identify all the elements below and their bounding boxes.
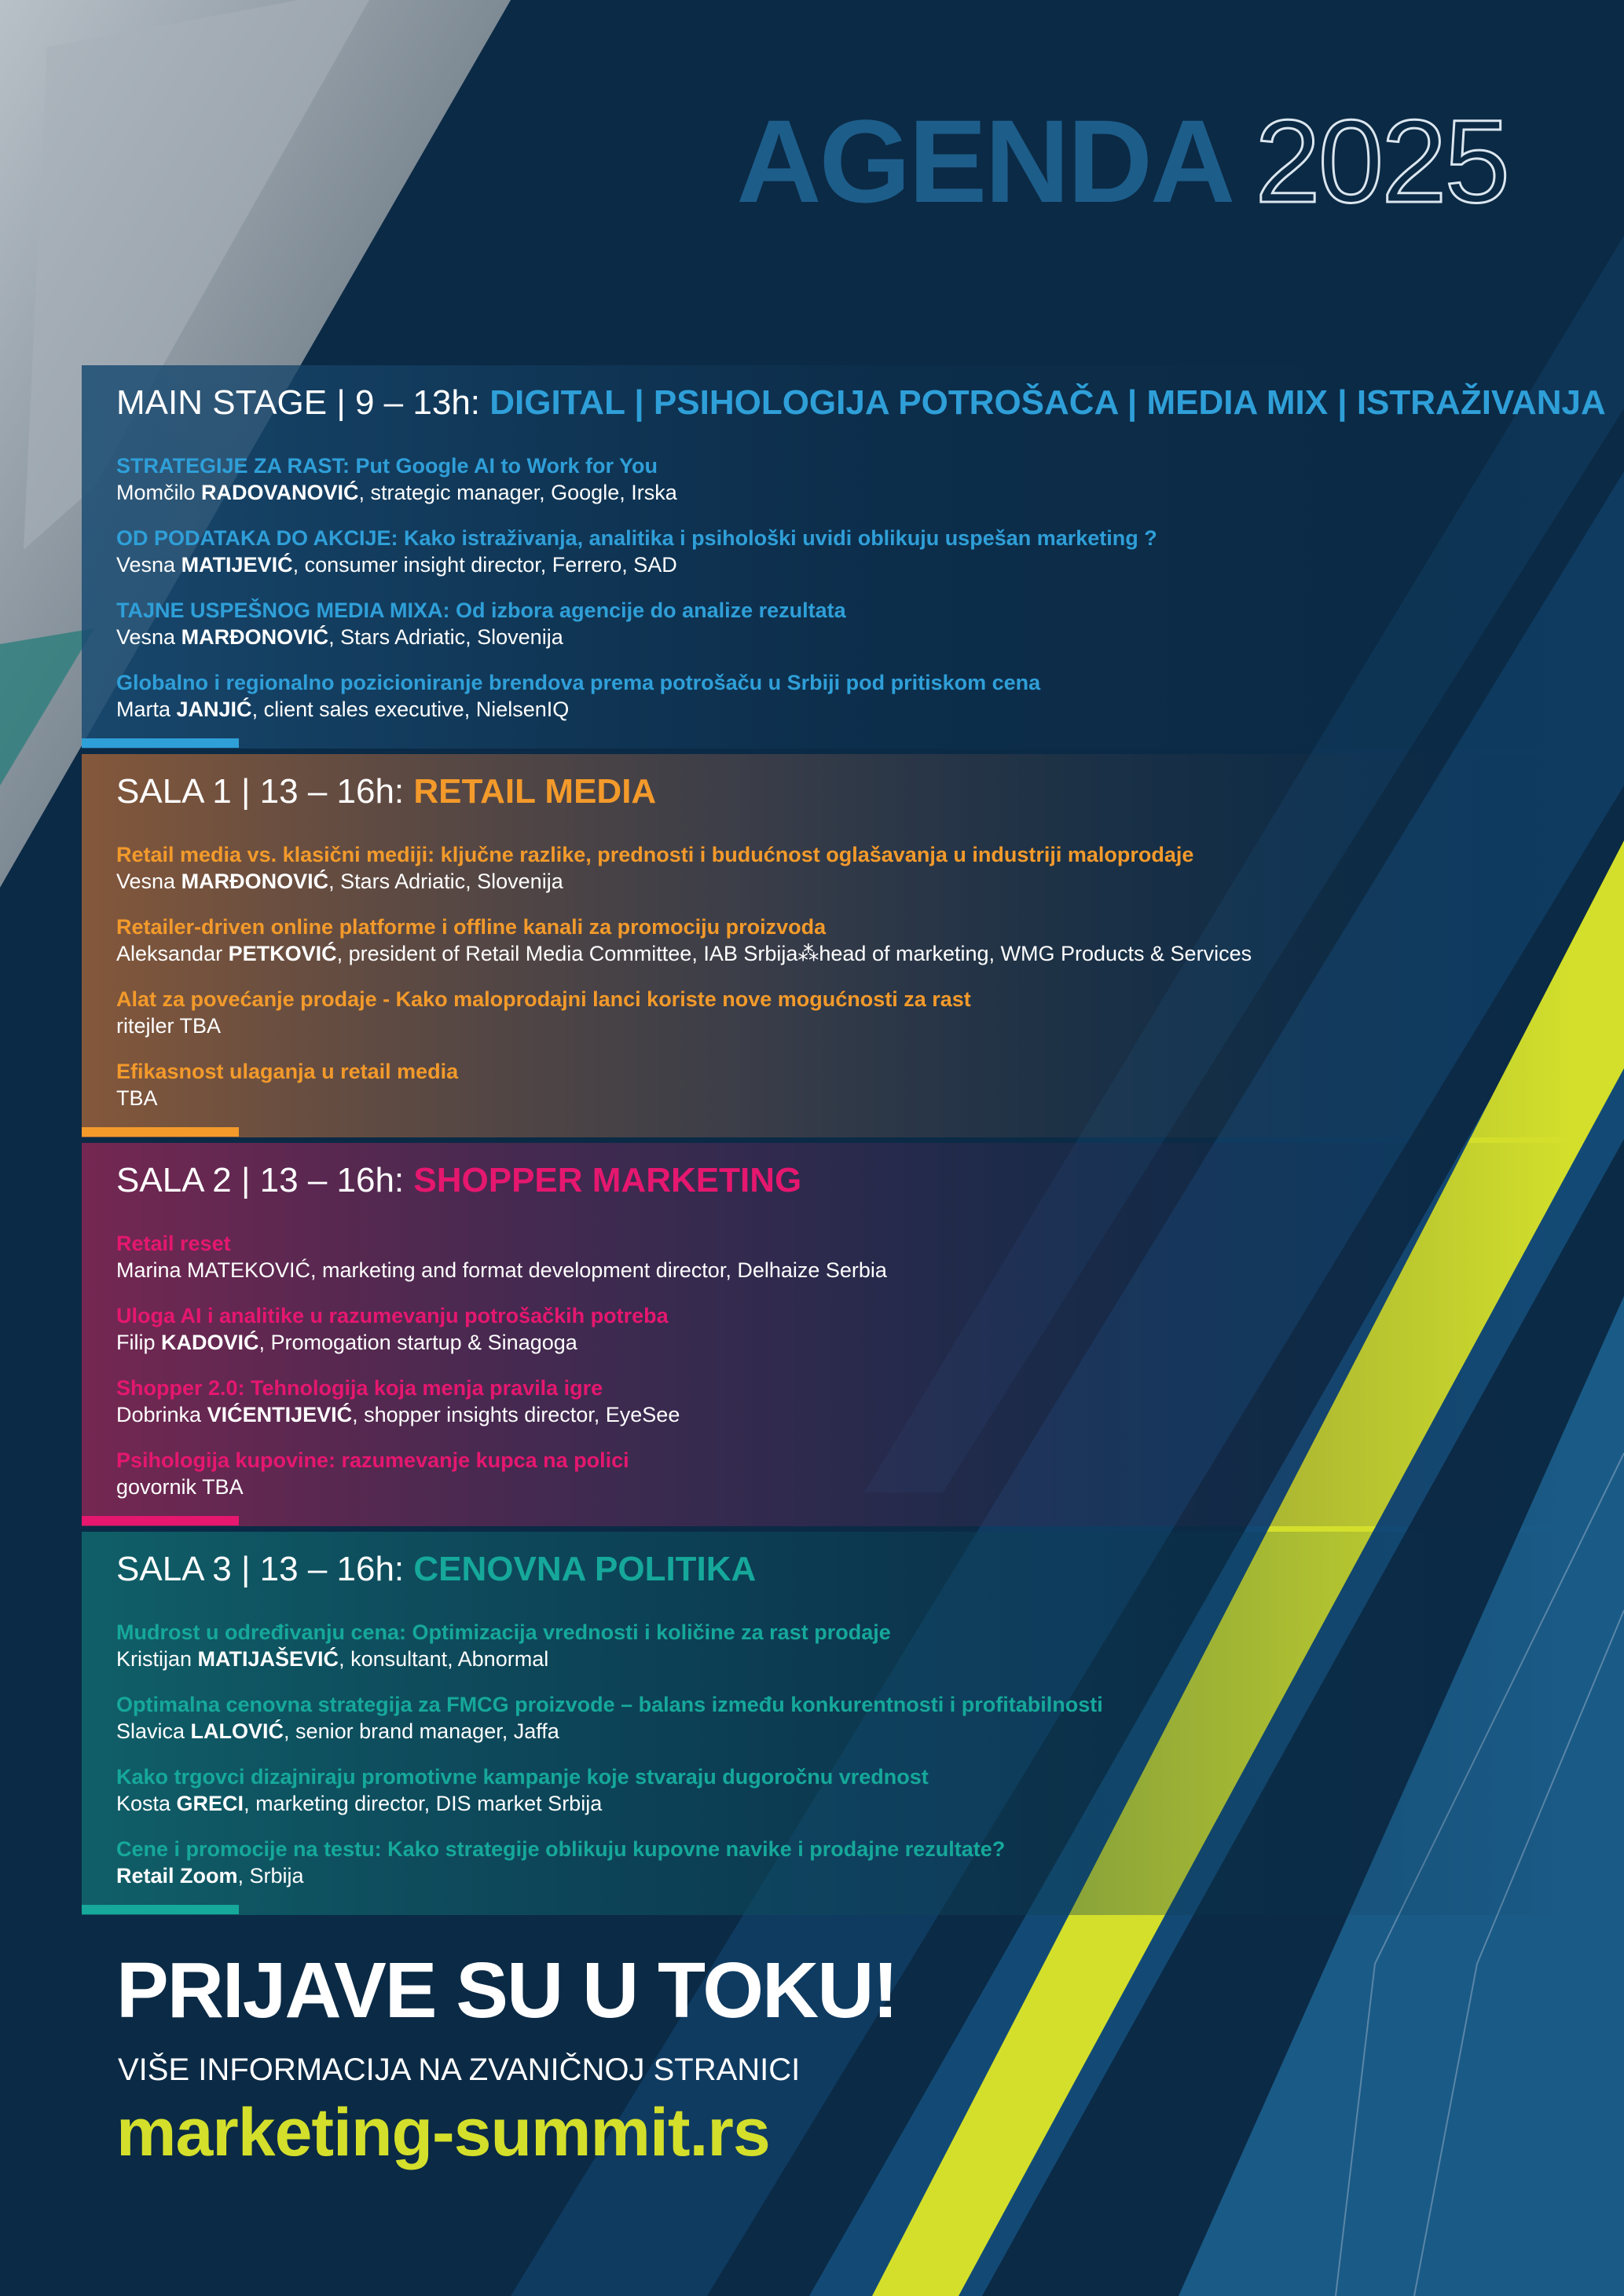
talk-title: Optimalna cenovna strategija za FMCG proizvode – balans između konkurentnosti i profitabilnosti (116, 1693, 1103, 1716)
talk-speaker (116, 941, 1252, 968)
section-topic: CENOVNA POLITIKA (413, 1550, 757, 1588)
speaker-last-name: Retail Zoom (116, 1864, 238, 1888)
talk-speaker (116, 1086, 458, 1112)
talk-item (116, 670, 1040, 723)
section-underline (82, 1127, 239, 1137)
speaker-role: , client sales executive, NielsenIQ (251, 698, 570, 722)
speaker-first-name: Vesna (116, 870, 181, 894)
talk-speaker (116, 1330, 669, 1357)
section-heading (116, 1552, 756, 1587)
speaker-last-name: MATIJEVIĆ (181, 553, 293, 577)
agenda-title-word: AGENDA (736, 95, 1234, 227)
speaker-role: , Stars Adriatic, Slovenija (328, 870, 563, 894)
speaker-last-name: MARĐONOVIĆ (181, 625, 329, 650)
talk-title: Globalno i regionalno pozicioniranje brendova prema potrošaču u Srbiji pod pritiskom cena (116, 671, 1041, 694)
talk-item (116, 1375, 680, 1429)
talk-item (116, 1059, 458, 1112)
talk-item (116, 453, 677, 507)
section-time: SALA 3 | 13 – 16h: (116, 1550, 414, 1588)
talk-speaker (116, 1474, 629, 1501)
talk-item (116, 1448, 629, 1501)
speaker-first-name: Kosta (116, 1792, 177, 1816)
speaker-last-name: JANJIĆ (176, 698, 252, 722)
section-underline (82, 738, 239, 748)
speaker-first-name: Filip (116, 1331, 162, 1355)
speaker-first-name: ritejler TBA (116, 1014, 222, 1038)
talk-speaker (116, 697, 1040, 723)
speaker-last-name: VIĆENTIJEVIĆ (207, 1403, 353, 1427)
talk-title: Retail media vs. klasični mediji: ključne razlike, prednosti i budućnost oglašavanja u industriji maloprodaje (116, 843, 1194, 866)
speaker-first-name: Momčilo (116, 481, 202, 505)
talk-title: Mudrost u određivanju cena: Optimizacija vrednosti i količine za rast prodaje (116, 1620, 891, 1644)
section-heading (116, 774, 656, 809)
talk-speaker (116, 1402, 680, 1429)
speaker-role: , konsultant, Abnormal (339, 1647, 549, 1672)
talk-title: Alat za povećanje prodaje - Kako maloprodajni lanci koriste nove mogućnosti za rast (116, 987, 971, 1011)
talk-speaker (116, 1646, 891, 1673)
section-heading (116, 1163, 801, 1198)
section-topic: RETAIL MEDIA (413, 772, 657, 811)
talk-speaker (116, 869, 1193, 895)
talk-title: Kako trgovci dizajniraju promotivne kampanje koje stvaraju dugoročnu vrednost (116, 1765, 929, 1789)
talk-item (116, 1836, 1005, 1890)
speaker-role: , marketing director, DIS market Srbija (244, 1792, 603, 1816)
speaker-role: , Srbija (237, 1864, 304, 1888)
section-time: MAIN STAGE | 9 – 13h: (116, 383, 490, 422)
section-time: SALA 1 | 13 – 16h: (116, 772, 414, 811)
speaker-first-name: Vesna (116, 625, 181, 650)
talk-item (116, 1303, 669, 1357)
speaker-role: , Promogation startup & Sinagoga (258, 1331, 577, 1355)
section-topic: SHOPPER MARKETING (413, 1161, 802, 1199)
website-link[interactable]: marketing-summit.rs (116, 2095, 770, 2170)
speaker-role: , consumer insight director, Ferrero, SAD (292, 553, 677, 577)
talk-speaker (116, 624, 846, 651)
talk-item (116, 525, 1157, 579)
talk-item (116, 914, 1252, 968)
speaker-last-name: RADOVANOVIĆ (201, 481, 359, 505)
talk-title: Shopper 2.0: Tehnologija koja menja pravila igre (116, 1376, 603, 1400)
speaker-first-name: govornik TBA (116, 1475, 244, 1500)
speaker-first-name: Kristijan (116, 1647, 198, 1672)
speaker-first-name: Dobrinka (116, 1403, 207, 1427)
talk-title: Retailer-driven online platforme i offline kanali za promociju proizvoda (116, 915, 827, 939)
talk-item (116, 1764, 929, 1818)
agenda-section (82, 365, 1606, 750)
agenda-section (82, 1143, 1571, 1528)
talk-item (116, 1231, 887, 1284)
speaker-last-name: LALOVIĆ (190, 1719, 284, 1744)
talk-title: STRATEGIJE ZA RAST: Put Google AI to Work for You (116, 454, 658, 478)
talk-item (116, 987, 971, 1040)
talk-speaker (116, 552, 1157, 579)
talk-item (116, 598, 846, 651)
speaker-first-name: Marta (116, 698, 177, 722)
talk-item (116, 842, 1193, 895)
talk-title: Psihologija kupovine: razumevanje kupca na polici (116, 1448, 629, 1472)
speaker-last-name: KADOVIĆ (161, 1331, 259, 1355)
more-info-text: VIŠE INFORMACIJA NA ZVANIČNOJ STRANICI (118, 2052, 801, 2087)
agenda-title-year: 2025 (1255, 95, 1508, 227)
talk-speaker (116, 1719, 1103, 1745)
speaker-last-name: GRECI (176, 1792, 244, 1816)
talk-speaker (116, 1258, 887, 1284)
agenda-section (82, 1532, 1571, 1917)
registration-cta: PRIJAVE SU U TOKU! (116, 1946, 897, 2034)
talk-title: Retail reset (116, 1232, 231, 1255)
talk-item (116, 1692, 1103, 1745)
section-time: SALA 2 | 13 – 16h: (116, 1161, 414, 1199)
speaker-first-name: Marina MATEKOVIĆ, marketing and format development director, Delhaize Serbia (116, 1258, 887, 1283)
speaker-last-name: PETKOVIĆ (228, 942, 337, 966)
talk-speaker (116, 480, 677, 507)
speaker-last-name: MARĐONOVIĆ (181, 870, 329, 894)
speaker-first-name: Aleksandar (116, 942, 229, 966)
section-underline (82, 1516, 239, 1525)
speaker-role: , president of Retail Media Committee, IAB Srbija⁂head of marketing, WMG Products & Services (336, 942, 1252, 966)
speaker-role: , Stars Adriatic, Slovenija (328, 625, 563, 650)
section-underline (82, 1905, 239, 1914)
talk-title: Efikasnost ulaganja u retail media (116, 1060, 459, 1083)
speaker-first-name: Slavica (116, 1719, 191, 1744)
speaker-first-name: TBA (116, 1086, 158, 1111)
speaker-role: , senior brand manager, Jaffa (284, 1719, 559, 1744)
talk-title: OD PODATAKA DO AKCIJE: Kako istraživanja, analitika i psihološki uvidi oblikuju uspešan marketing ? (116, 526, 1157, 550)
talk-speaker (116, 1013, 971, 1040)
talk-speaker (116, 1791, 929, 1818)
speaker-last-name: MATIJAŠEVIĆ (197, 1647, 339, 1672)
speaker-role: , shopper insights director, EyeSee (352, 1403, 680, 1427)
talk-speaker (116, 1863, 1005, 1890)
speaker-role: , strategic manager, Google, Irska (358, 481, 677, 505)
agenda-title (736, 95, 1508, 227)
section-heading (116, 383, 1606, 422)
section-topic: DIGITAL | PSIHOLOGIJA POTROŠAČA | MEDIA MIX | ISTRAŽIVANJA (489, 383, 1606, 422)
talk-title: Uloga AI i analitike u razumevanju potrošačkih potreba (116, 1304, 669, 1327)
talk-title: TAJNE USPEŠNOG MEDIA MIXA: Od izbora agencije do analize rezultata (116, 599, 846, 622)
agenda-section (82, 754, 1571, 1139)
talk-item (116, 1620, 891, 1673)
talk-title: Cene i promocije na testu: Kako strategije oblikuju kupovne navike i prodajne rezultate? (116, 1837, 1006, 1861)
speaker-first-name: Vesna (116, 553, 181, 577)
